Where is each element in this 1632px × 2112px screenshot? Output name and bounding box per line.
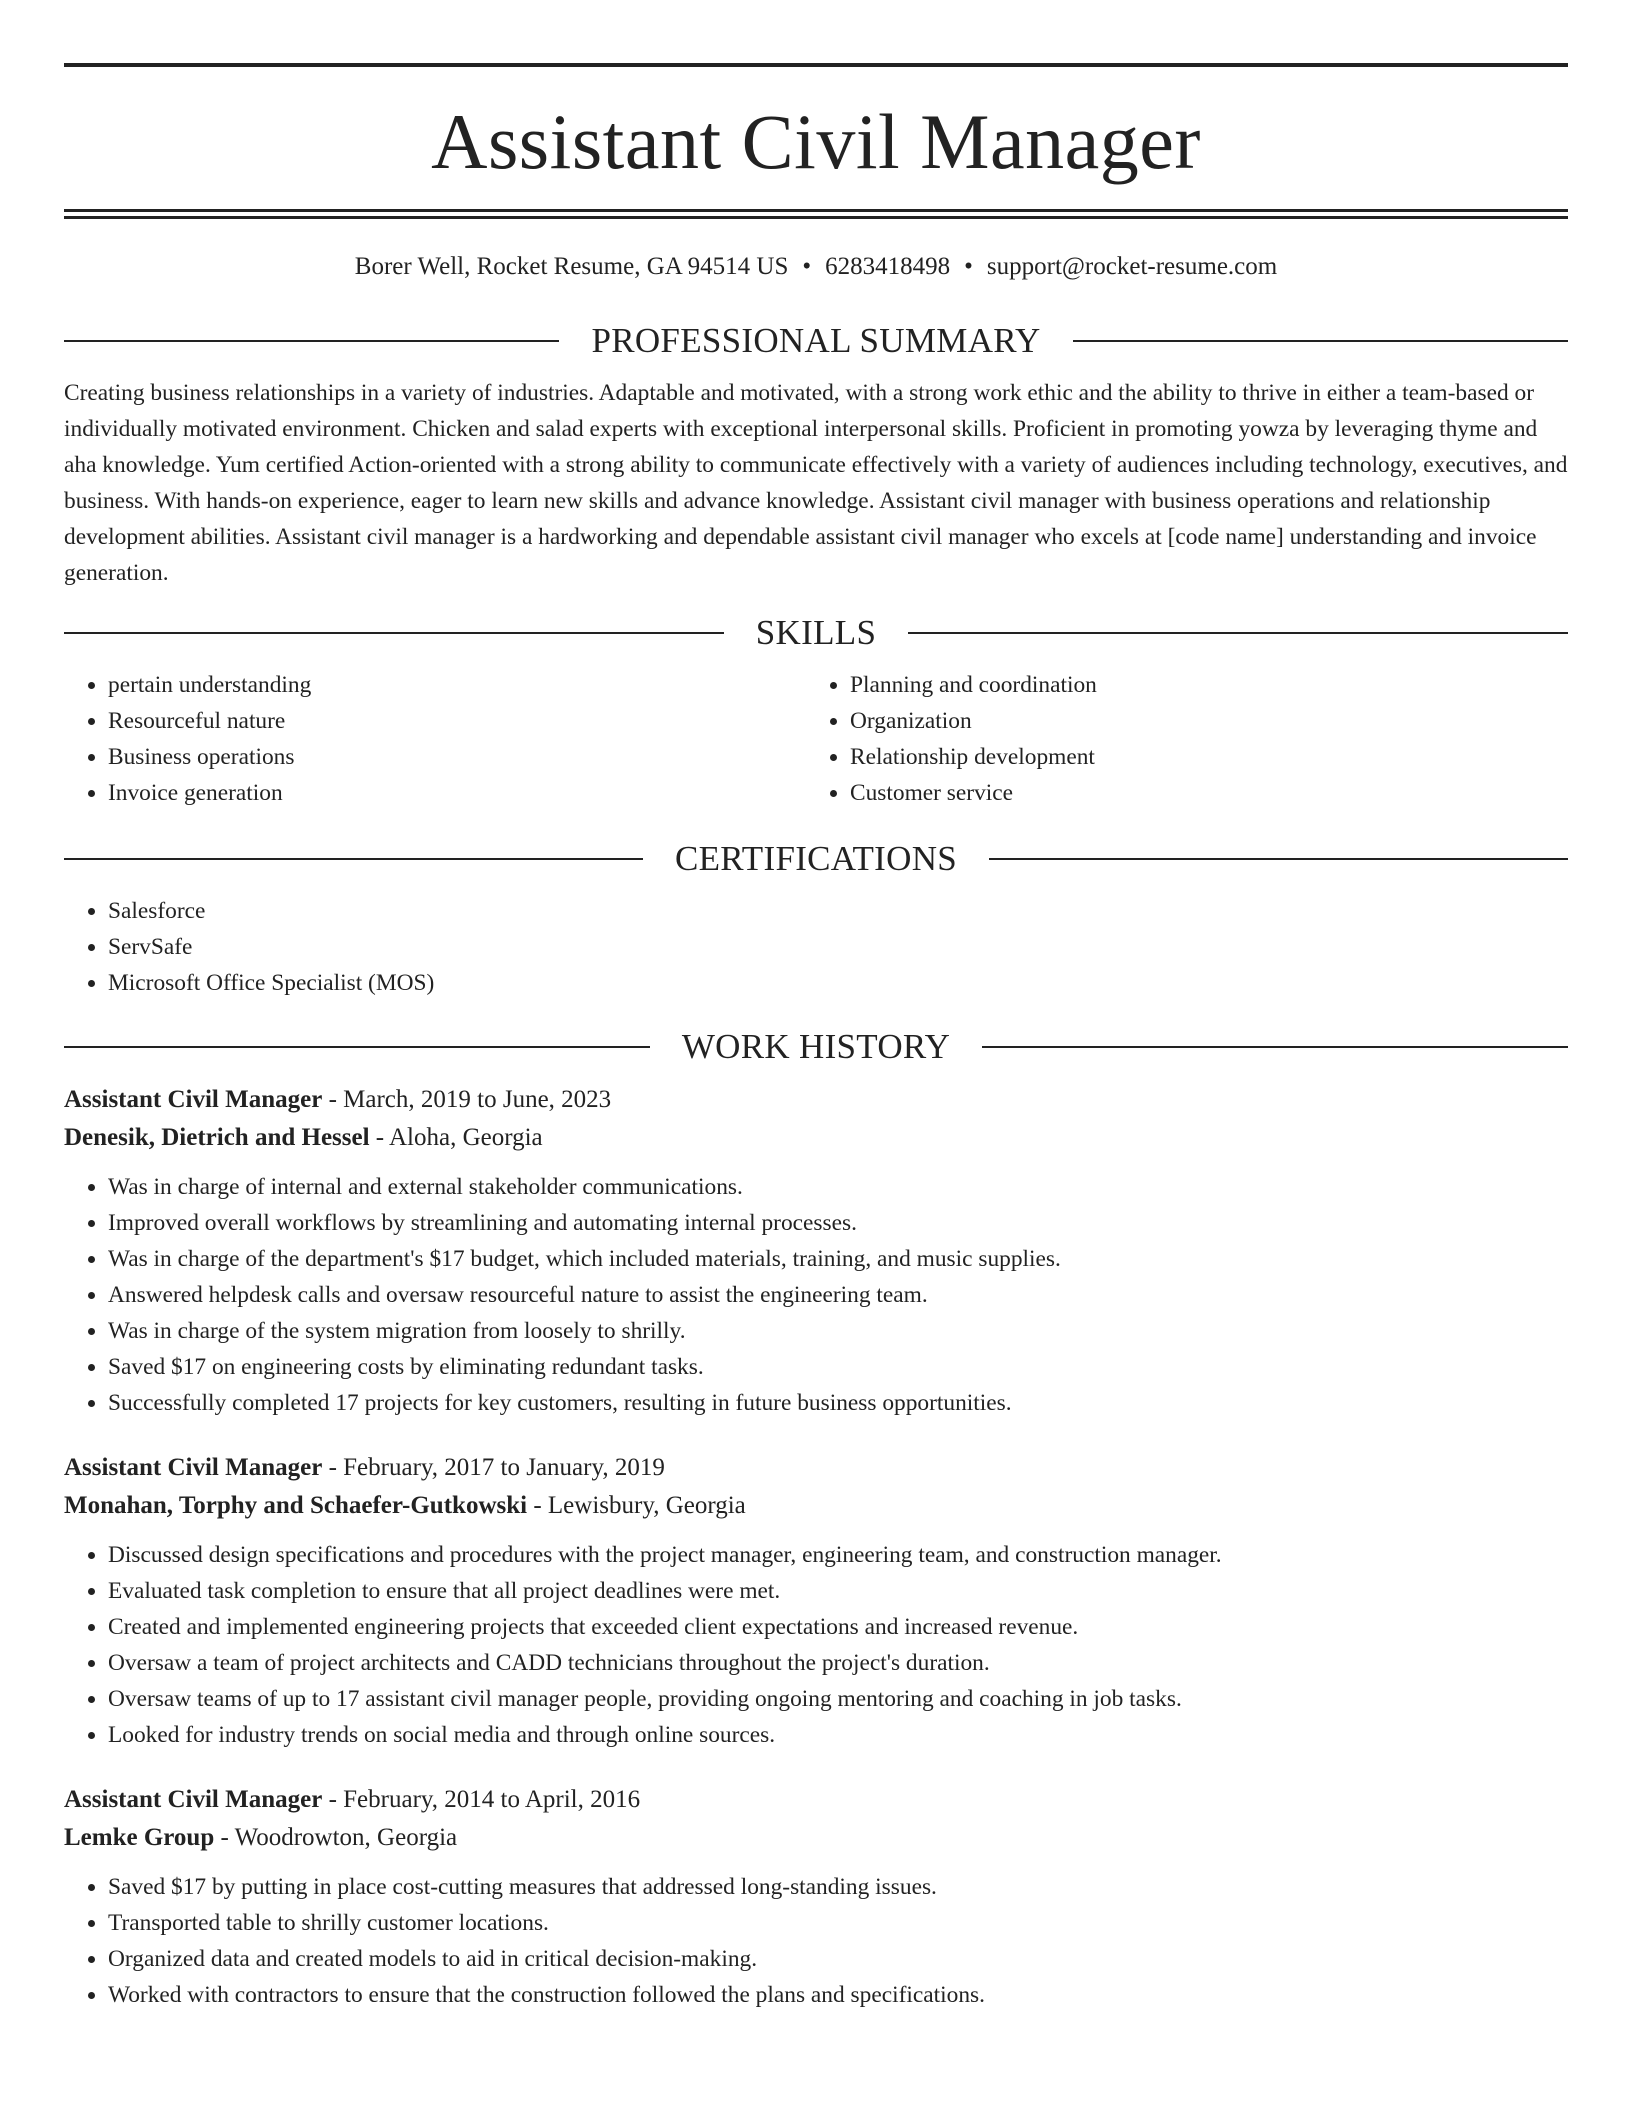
heading-rule <box>64 340 559 342</box>
job-bullet: • Improved overall workflows by streamlining and automating internal processes. <box>108 1205 1568 1241</box>
skill-item: • Invoice generation <box>108 775 806 811</box>
job-bullet: • Oversaw a team of project architects and CADD technicians throughout the project's duration. <box>108 1645 1568 1681</box>
skill-item: • Planning and coordination <box>850 667 1548 703</box>
job-location: - Woodrowton, Georgia <box>214 1824 458 1851</box>
contact-line <box>64 253 1568 287</box>
section-heading-certifications <box>64 839 1568 879</box>
summary-text: Creating business relationships in a variety of industries. Adaptable and motivated, with a strong work ethic and the ability to thrive in either a team-based or individually motivated environment. Chicken and salad experts with exceptional interpersonal skills. Proficient in promoting yowza by leveraging thyme and aha knowledge. Yum certified Action-oriented with a strong ability to communicate effectively with a variety of audiences including technology, executives, and business. With hands-on experience, eager to learn new skills and advance knowledge. Assistant civil manager with business operations and relationship development abilities. Assistant civil manager is a hardworking and dependable assistant civil manager who excels at [code name] understanding and invoice generation. <box>64 380 1568 586</box>
skill-item: • Customer service <box>850 775 1548 811</box>
job-dates: - March, 2019 to June, 2023 <box>322 1086 612 1113</box>
skill-item: • Resourceful nature <box>108 703 806 739</box>
job-company-line <box>64 1487 1568 1525</box>
contact-separator: • <box>964 253 973 280</box>
contact-separator: • <box>802 253 812 280</box>
certification-item: • ServSafe <box>108 929 1568 965</box>
title-double-rule <box>64 209 1568 219</box>
section-heading-summary <box>64 321 1568 361</box>
job-title-line <box>64 1081 1568 1119</box>
job-title-line <box>64 1781 1568 1819</box>
contact-phone: 6283418498 <box>825 253 951 280</box>
job-company-line <box>64 1119 1568 1157</box>
job-location: - Lewisbury, Georgia <box>527 1492 746 1519</box>
job-company: Lemke Group <box>64 1824 215 1851</box>
job-company: Denesik, Dietrich and Hessel <box>64 1124 370 1151</box>
certifications-list <box>64 893 1568 1001</box>
job-dates: - February, 2017 to January, 2019 <box>322 1454 665 1481</box>
job-company-line <box>64 1819 1568 1857</box>
top-rule <box>64 63 1568 67</box>
heading-rule <box>64 632 724 634</box>
job-title-line <box>64 1449 1568 1487</box>
job-bullet: • Was in charge of the department's $17 budget, which included materials, training, and music supplies. <box>108 1241 1568 1277</box>
job-bullet: • Oversaw teams of up to 17 assistant civil manager people, providing ongoing mentoring and coaching in job tasks. <box>108 1681 1568 1717</box>
section-title: CERTIFICATIONS <box>674 839 958 878</box>
job-entry <box>64 1781 1568 2013</box>
skills-column-right <box>806 667 1548 811</box>
job-title: Assistant Civil Manager <box>64 1086 323 1113</box>
heading-rule <box>989 858 1568 860</box>
job-bullet: • Looked for industry trends on social media and through online sources. <box>108 1717 1568 1753</box>
job-bullet: • Answered helpdesk calls and oversaw resourceful nature to assist the engineering team. <box>108 1277 1568 1313</box>
job-bullet: • Successfully completed 17 projects for key customers, resulting in future business opportunities. <box>108 1385 1568 1421</box>
section-heading-work-history <box>64 1027 1568 1067</box>
job-bullet: • Worked with contractors to ensure that the construction followed the plans and specifications. <box>108 1977 1568 2013</box>
job-title: Assistant Civil Manager <box>64 1454 323 1481</box>
job-bullet: • Evaluated task completion to ensure that all project deadlines were met. <box>108 1573 1568 1609</box>
skill-item: • pertain understanding <box>108 667 806 703</box>
resume-page <box>64 63 1568 2013</box>
job-company: Monahan, Torphy and Schaefer-Gutkowski <box>64 1492 528 1519</box>
job-title: Assistant Civil Manager <box>64 1786 323 1813</box>
job-dates: - February, 2014 to April, 2016 <box>322 1786 641 1813</box>
job-bullet: • Organized data and created models to aid in critical decision-making. <box>108 1941 1568 1977</box>
section-heading-skills <box>64 613 1568 653</box>
skills-column-left <box>64 667 806 811</box>
job-bullet: • Discussed design specifications and procedures with the project manager, engineering team, and construction manager. <box>108 1537 1568 1573</box>
skill-item: • Business operations <box>108 739 806 775</box>
contact-email: support@rocket-resume.com <box>986 253 1278 280</box>
skill-item: • Relationship development <box>850 739 1548 775</box>
job-location: - Aloha, Georgia <box>369 1124 543 1151</box>
job-bullet: • Was in charge of internal and external stakeholder communications. <box>108 1169 1568 1205</box>
page-title: Assistant Civil Manager <box>431 98 1201 185</box>
skills-list <box>64 667 1568 811</box>
certification-item: • Microsoft Office Specialist (MOS) <box>108 965 1568 1001</box>
heading-rule <box>64 1046 650 1048</box>
heading-rule <box>908 632 1568 634</box>
job-bullet: • Created and implemented engineering projects that exceeded client expectations and increased revenue. <box>108 1609 1568 1645</box>
job-bullet: • Transported table to shrilly customer locations. <box>108 1905 1568 1941</box>
section-title: SKILLS <box>755 613 877 652</box>
section-title: WORK HISTORY <box>681 1027 951 1066</box>
heading-rule <box>64 858 643 860</box>
contact-address: Borer Well, Rocket Resume, GA 94514 US <box>354 253 789 280</box>
section-title: PROFESSIONAL SUMMARY <box>591 321 1041 360</box>
heading-rule <box>982 1046 1568 1048</box>
job-bullet: • Saved $17 by putting in place cost-cutting measures that addressed long-standing issues. <box>108 1869 1568 1905</box>
job-entry <box>64 1449 1568 1753</box>
certification-item: • Salesforce <box>108 893 1568 929</box>
job-bullet: • Was in charge of the system migration from loosely to shrilly. <box>108 1313 1568 1349</box>
skill-item: • Organization <box>850 703 1548 739</box>
job-bullet: • Saved $17 on engineering costs by eliminating redundant tasks. <box>108 1349 1568 1385</box>
job-entry <box>64 1081 1568 1421</box>
heading-rule <box>1073 340 1568 342</box>
